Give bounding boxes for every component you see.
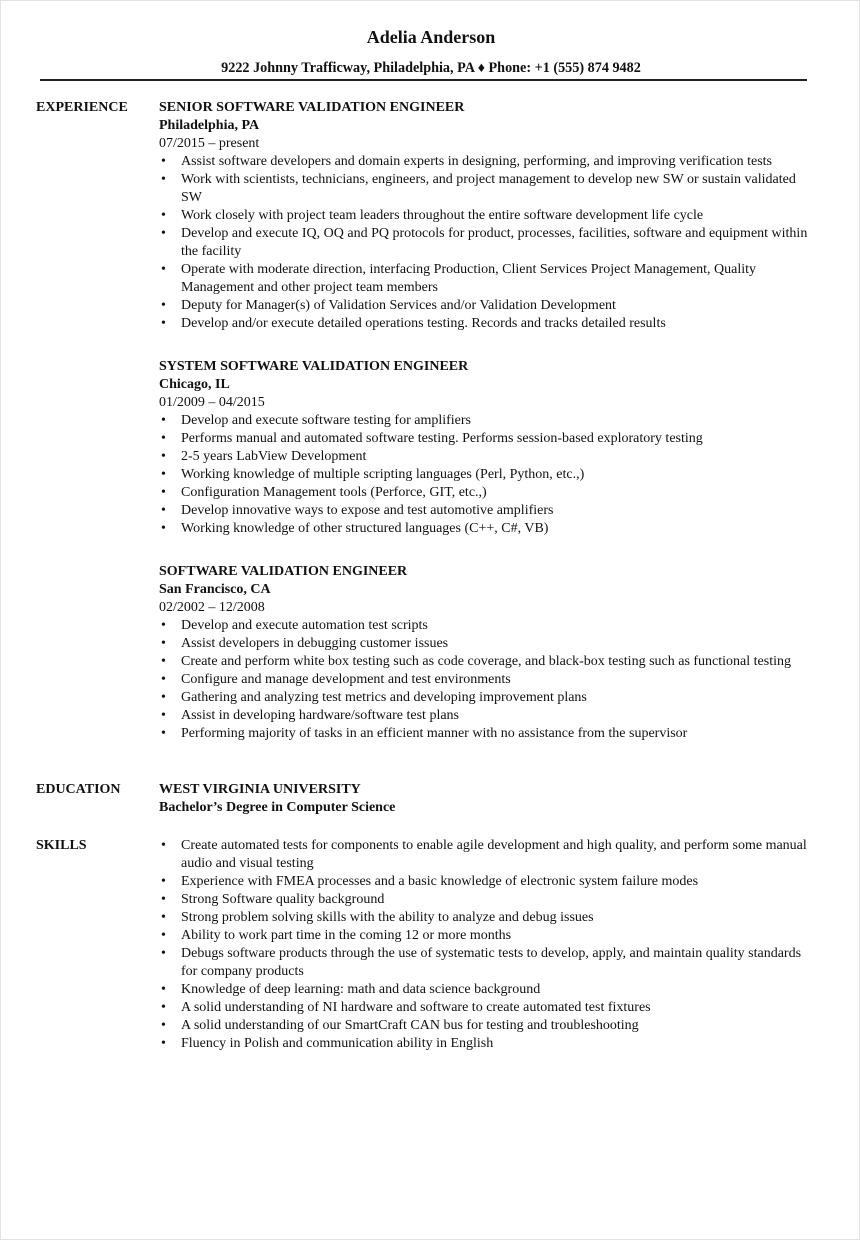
- job-title: SYSTEM SOFTWARE VALIDATION ENGINEER: [159, 359, 469, 374]
- job-dates: 07/2015 – present: [159, 136, 260, 151]
- job-bullet: • Develop and execute software testing for amplifiers: [159, 412, 809, 430]
- job-bullet: • Assist developers in debugging customer issues: [159, 635, 809, 653]
- skills-heading: SKILLS: [36, 838, 87, 853]
- job-bullet: • 2-5 years LabView Development: [159, 448, 809, 466]
- job-title: SENIOR SOFTWARE VALIDATION ENGINEER: [159, 100, 465, 115]
- job-bullets: [159, 412, 809, 538]
- job-bullet: • Assist in developing hardware/software test plans: [159, 707, 809, 725]
- job-bullet: • Create and perform white box testing such as code coverage, and black-box testing such as functional testing: [159, 653, 809, 671]
- job-bullet: • Configuration Management tools (Perforce, GIT, etc.,): [159, 484, 809, 502]
- job-bullet: • Operate with moderate direction, interfacing Production, Client Services Project Management, Quality Management and other project team members: [159, 261, 809, 297]
- skill-item: • Fluency in Polish and communication ability in English: [159, 1035, 809, 1053]
- skill-item: • Strong problem solving skills with the ability to analyze and debug issues: [159, 909, 809, 927]
- skill-item: • Knowledge of deep learning: math and data science background: [159, 981, 809, 999]
- contact-line: 9222 Johnny Trafficway, Philadelphia, PA ♦ Phone: +1 (555) 874 9482: [221, 60, 641, 76]
- job-bullets: [159, 153, 809, 333]
- job-bullet: • Configure and manage development and test environments: [159, 671, 809, 689]
- job-entry: [159, 358, 809, 538]
- job-bullet: • Deputy for Manager(s) of Validation Services and/or Validation Development: [159, 297, 809, 315]
- job-entry: [159, 563, 809, 743]
- job-location: San Francisco, CA: [159, 582, 271, 597]
- skill-item: • Create automated tests for components to enable agile development and high quality, and perform some manual audio and visual testing: [159, 837, 809, 873]
- job-title: SOFTWARE VALIDATION ENGINEER: [159, 564, 408, 579]
- job-bullet: • Working knowledge of multiple scripting languages (Perl, Python, etc.,): [159, 466, 809, 484]
- skill-item: • A solid understanding of NI hardware and software to create automated test fixtures: [159, 999, 809, 1017]
- candidate-name: Adelia Anderson: [366, 27, 496, 47]
- experience-content: [159, 99, 809, 743]
- skill-item: • Ability to work part time in the coming 12 or more months: [159, 927, 809, 945]
- job-bullet: • Assist software developers and domain experts in designing, performing, and improving verification tests: [159, 153, 809, 171]
- job-dates: 01/2009 – 04/2015: [159, 395, 265, 410]
- job-bullet: • Work with scientists, technicians, engineers, and project management to develop new SW or sustain validated SW: [159, 171, 809, 207]
- job-location: Chicago, IL: [159, 377, 230, 392]
- skill-item: • Experience with FMEA processes and a basic knowledge of electronic system failure modes: [159, 873, 809, 891]
- skill-item: • A solid understanding of our SmartCraft CAN bus for testing and troubleshooting: [159, 1017, 809, 1035]
- header-divider: [40, 79, 807, 81]
- job-bullet: • Gathering and analyzing test metrics and developing improvement plans: [159, 689, 809, 707]
- skills-content: [159, 837, 809, 1053]
- job-bullet: • Performing majority of tasks in an efficient manner with no assistance from the supervisor: [159, 725, 809, 743]
- job-bullets: [159, 617, 809, 743]
- skills-list: [159, 837, 809, 1053]
- job-bullet: • Working knowledge of other structured languages (C++, C#, VB): [159, 520, 809, 538]
- skill-item: • Debugs software products through the use of systematic tests to develop, apply, and maintain quality standards for company products: [159, 945, 809, 981]
- job-bullet: • Develop innovative ways to expose and test automotive amplifiers: [159, 502, 809, 520]
- degree: Bachelor’s Degree in Computer Science: [159, 800, 396, 815]
- job-bullet: • Performs manual and automated software testing. Performs session-based exploratory testing: [159, 430, 809, 448]
- education-content: [159, 781, 809, 817]
- job-bullet: • Work closely with project team leaders throughout the entire software development life cycle: [159, 207, 809, 225]
- skill-item: • Strong Software quality background: [159, 891, 809, 909]
- experience-heading: EXPERIENCE: [36, 100, 128, 115]
- job-location: Philadelphia, PA: [159, 118, 260, 133]
- education-heading: EDUCATION: [36, 782, 121, 797]
- job-bullet: • Develop and/or execute detailed operations testing. Records and tracks detailed results: [159, 315, 809, 333]
- job-dates: 02/2002 – 12/2008: [159, 600, 265, 615]
- job-entry: [159, 99, 809, 333]
- job-bullet: • Develop and execute IQ, OQ and PQ protocols for product, processes, facilities, software and equipment within the facility: [159, 225, 809, 261]
- job-bullet: • Develop and execute automation test scripts: [159, 617, 809, 635]
- school-name: WEST VIRGINIA UNIVERSITY: [159, 782, 361, 797]
